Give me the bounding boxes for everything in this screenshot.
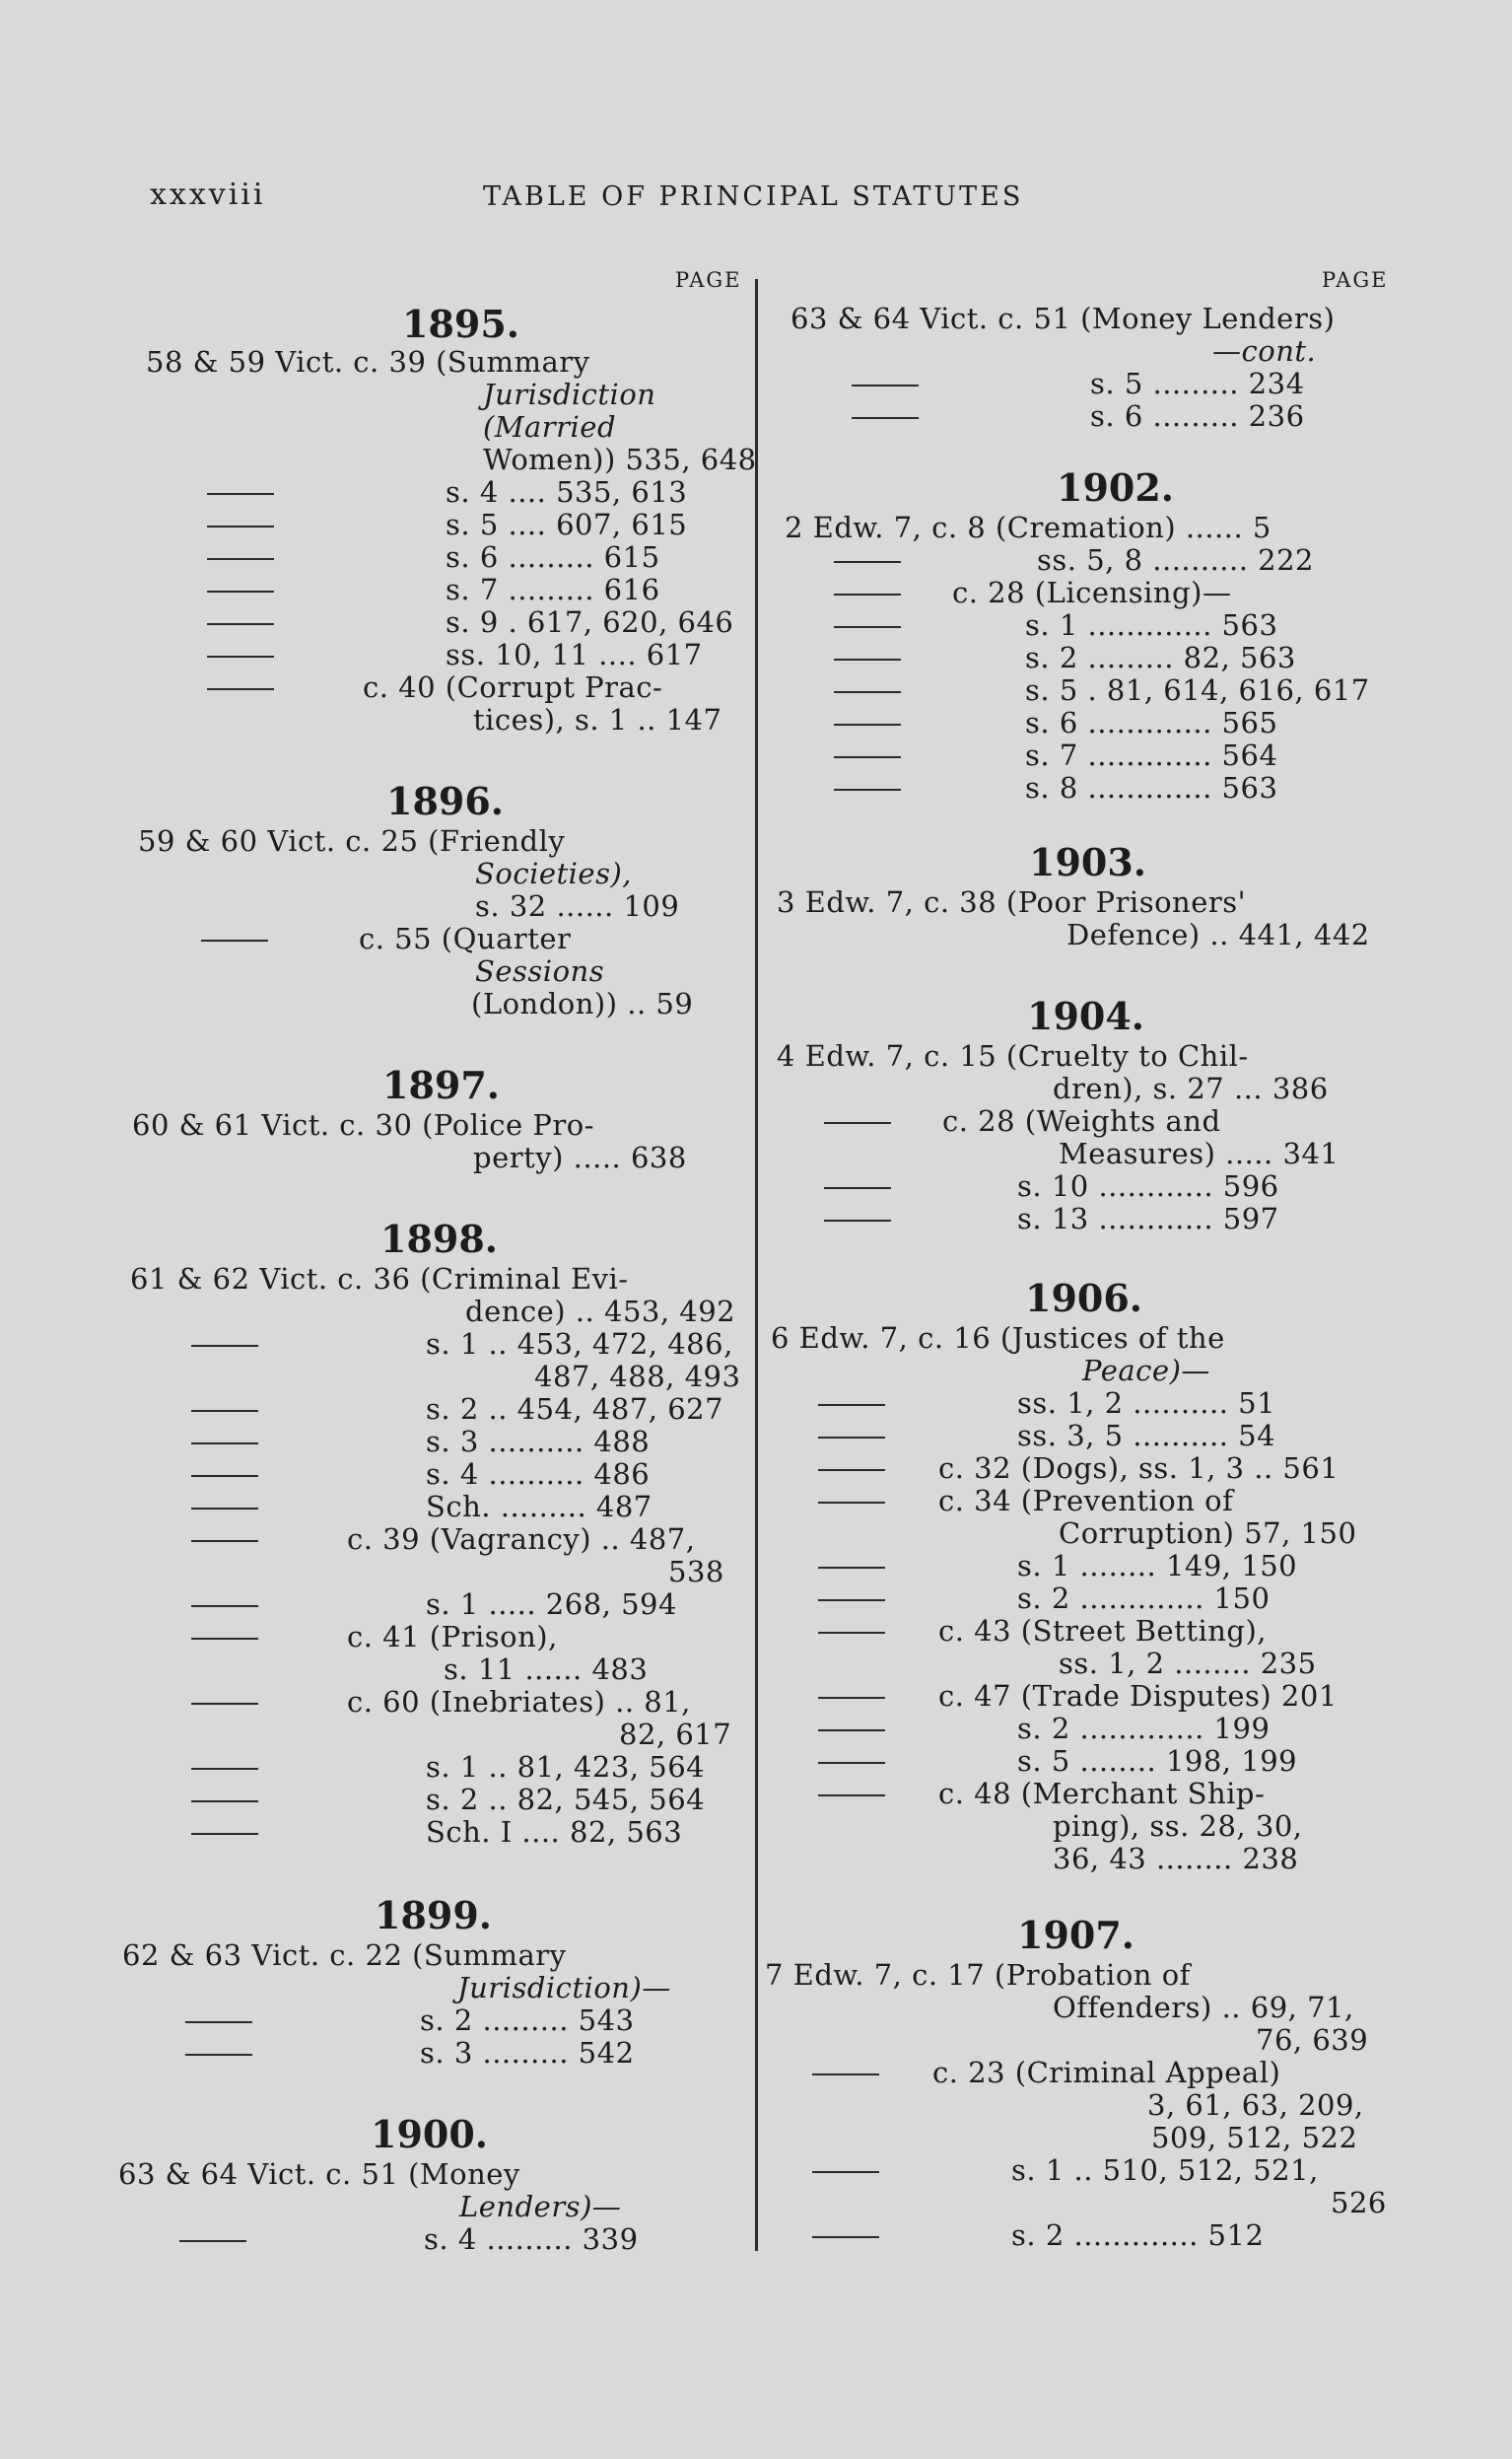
statute-entry: Societies), (475, 857, 633, 890)
statute-entry: dren), s. 27 ... 386 (1053, 1072, 1329, 1105)
year-heading: 1902. (1057, 465, 1174, 510)
ditto-dash (207, 591, 274, 593)
ditto-dash (834, 756, 901, 758)
statute-entry: c. 48 (Merchant Ship- (938, 1777, 1266, 1810)
statute-entry: 58 & 59 Vict. c. 39 (Summary (146, 345, 590, 379)
statute-entry: s. 3 .......... 488 (426, 1425, 651, 1458)
year-heading: 1898. (380, 1217, 498, 1261)
ditto-dash (191, 1540, 258, 1542)
statute-entry: Jurisdiction)— (457, 1971, 671, 2004)
ditto-dash (812, 2171, 879, 2173)
ditto-dash (207, 526, 274, 527)
ditto-dash (191, 1345, 258, 1347)
statute-entry: s. 2 .. 82, 545, 564 (426, 1783, 706, 1816)
year-heading: 1897. (382, 1063, 500, 1107)
statute-entry: Lenders)— (459, 2190, 622, 2223)
ditto-dash (818, 1599, 885, 1601)
ditto-dash (824, 1122, 891, 1124)
statute-entry: 60 & 61 Vict. c. 30 (Police Pro- (132, 1108, 595, 1142)
ditto-dash (812, 2073, 879, 2075)
statute-entry: s. 4 .... 535, 613 (446, 475, 688, 509)
statute-entry: ss. 1, 2 .......... 51 (1017, 1386, 1276, 1420)
ditto-dash (191, 1410, 258, 1412)
statute-entry: s. 2 ......... 543 (420, 2003, 635, 2037)
column-divider (755, 279, 758, 2251)
statute-entry: ss. 1, 2 ........ 235 (1059, 1647, 1317, 1680)
year-heading: 1899. (375, 1893, 492, 1937)
statute-entry: s. 1 .. 81, 423, 564 (426, 1750, 706, 1784)
statute-entry: 6 Edw. 7, c. 16 (Justices of the (771, 1321, 1225, 1355)
statute-entry: s. 8 ............. 563 (1025, 771, 1278, 805)
running-title: TABLE OF PRINCIPAL STATUTES (483, 181, 1024, 212)
statute-entry: s. 1 ..... 268, 594 (426, 1587, 677, 1621)
ditto-dash (834, 594, 901, 596)
statute-entry: Peace)— (1082, 1354, 1210, 1387)
ditto-dash (207, 623, 274, 625)
ditto-dash (201, 940, 268, 942)
statute-entry: c. 34 (Prevention of (938, 1484, 1234, 1517)
statute-entry: 63 & 64 Vict. c. 51 (Money Lenders) (790, 302, 1336, 335)
year-heading: 1900. (371, 2112, 488, 2156)
year-heading: 1896. (386, 779, 504, 823)
statute-entry: c. 47 (Trade Disputes) 201 (938, 1679, 1338, 1713)
statute-entry: 76, 639 (1256, 2023, 1369, 2057)
ditto-dash (852, 417, 919, 419)
page-column-label: PAGE (1322, 268, 1389, 292)
ditto-dash (191, 1833, 258, 1835)
statute-entry: s. 2 ............. 512 (1011, 2218, 1265, 2252)
statute-entry: ss. 5, 8 .......... 222 (1037, 543, 1315, 577)
statute-entry: s. 3 ......... 542 (420, 2036, 635, 2070)
statute-entry: s. 9 . 617, 620, 646 (446, 605, 734, 639)
statute-entry: Women)) 535, 648 (483, 443, 757, 476)
year-heading: 1906. (1025, 1276, 1142, 1320)
statute-entry: s. 5 .... 607, 615 (446, 508, 688, 541)
statute-entry: Corruption) 57, 150 (1059, 1516, 1357, 1550)
statute-entry: Measures) ..... 341 (1059, 1137, 1340, 1170)
statute-entry: Sch. I .... 82, 563 (426, 1815, 683, 1849)
statute-entry: s. 1 ............. 563 (1025, 608, 1278, 642)
statute-entry: s. 10 ............ 596 (1017, 1169, 1279, 1203)
ditto-dash (185, 2021, 252, 2023)
statute-entry: s. 7 ............. 564 (1025, 738, 1278, 772)
statute-entry: ping), ss. 28, 30, (1053, 1809, 1303, 1843)
page-header (0, 177, 1512, 217)
ditto-dash (207, 688, 274, 690)
statute-entry: 61 & 62 Vict. c. 36 (Criminal Evi- (130, 1262, 629, 1296)
ditto-dash (834, 561, 901, 563)
statute-entry: c. 39 (Vagrancy) .. 487, (347, 1522, 696, 1556)
statute-entry: c. 55 (Quarter (359, 922, 572, 955)
statute-entry: s. 1 .. 510, 512, 521, (1011, 2153, 1319, 2187)
statute-entry: s. 6 ......... 236 (1090, 399, 1305, 433)
ditto-dash (207, 656, 274, 658)
statute-entry: 7 Edw. 7, c. 17 (Probation of (765, 1958, 1191, 1992)
statute-entry: 63 & 64 Vict. c. 51 (Money (118, 2157, 520, 2191)
statute-entry: 36, 43 ........ 238 (1053, 1842, 1299, 1875)
ditto-dash (818, 1697, 885, 1699)
statute-entry: c. 60 (Inebriates) .. 81, (347, 1685, 691, 1719)
year-heading: 1895. (402, 302, 519, 346)
year-heading: 1904. (1027, 994, 1144, 1038)
ditto-dash (834, 659, 901, 661)
statute-entry: 82, 617 (619, 1718, 732, 1751)
statute-entry: 3 Edw. 7, c. 38 (Poor Prisoners' (777, 885, 1247, 919)
statute-entry: 538 (668, 1555, 724, 1588)
statute-entry: 59 & 60 Vict. c. 25 (Friendly (138, 824, 566, 858)
ditto-dash (818, 1502, 885, 1504)
statute-entry: ss. 10, 11 .... 617 (446, 638, 703, 671)
statute-entry: s. 1 ........ 149, 150 (1017, 1549, 1298, 1582)
ditto-dash (818, 1729, 885, 1731)
statute-entry: s. 5 ......... 234 (1090, 367, 1305, 400)
statute-entry: s. 2 .. 454, 487, 627 (426, 1392, 724, 1426)
statute-entry: 62 & 63 Vict. c. 22 (Summary (122, 1938, 567, 1972)
ditto-dash (818, 1404, 885, 1406)
ditto-dash (824, 1220, 891, 1222)
ditto-dash (191, 1475, 258, 1477)
ditto-dash (818, 1469, 885, 1471)
ditto-dash (834, 691, 901, 693)
statute-entry: c. 28 (Licensing)— (952, 576, 1232, 609)
statute-entry: perty) ..... 638 (473, 1141, 687, 1174)
statute-entry: Sessions (475, 954, 605, 988)
statute-entry: s. 2 ............. 199 (1017, 1712, 1271, 1745)
statute-entry: (London)) .. 59 (471, 987, 694, 1020)
statute-entry: s. 5 . 81, 614, 616, 617 (1025, 673, 1370, 707)
statute-entry: s. 1 .. 453, 472, 486, (426, 1327, 733, 1361)
statute-entry: Defence) .. 441, 442 (1066, 918, 1370, 951)
statute-entry: 526 (1331, 2186, 1387, 2219)
ditto-dash (191, 1442, 258, 1444)
statute-entry: c. 41 (Prison), (347, 1620, 558, 1653)
ditto-dash (191, 1605, 258, 1607)
statute-entry: Jurisdiction (483, 378, 656, 411)
statute-entry: c. 40 (Corrupt Prac- (363, 670, 663, 704)
ditto-dash (834, 724, 901, 726)
statute-entry: s. 32 ...... 109 (475, 889, 680, 923)
ditto-dash (185, 2054, 252, 2056)
statute-entry: dence) .. 453, 492 (465, 1295, 736, 1328)
statute-entry: Offenders) .. 69, 71, (1053, 1991, 1354, 2024)
statute-entry: s. 6 ......... 615 (446, 540, 660, 574)
page-number: xxxviii (150, 177, 266, 212)
ditto-dash (207, 493, 274, 495)
year-heading: 1903. (1029, 840, 1146, 884)
ditto-dash (818, 1762, 885, 1764)
statute-entry: c. 32 (Dogs), ss. 1, 3 .. 561 (938, 1451, 1340, 1485)
statute-entry: 509, 512, 522 (1151, 2121, 1358, 2154)
statute-entry: s. 13 ............ 597 (1017, 1202, 1279, 1235)
statute-entry: 2 Edw. 7, c. 8 (Cremation) ...... 5 (785, 511, 1271, 544)
ditto-dash (812, 2236, 879, 2238)
statute-entry: 487, 488, 493 (534, 1360, 741, 1393)
statute-entry: s. 2 ......... 82, 563 (1025, 641, 1296, 674)
statute-entry: s. 7 ......... 616 (446, 573, 660, 606)
statute-entry: tices), s. 1 .. 147 (473, 703, 722, 737)
ditto-dash (834, 789, 901, 791)
ditto-dash (191, 1768, 258, 1770)
ditto-dash (852, 385, 919, 386)
statute-entry: s. 4 ......... 339 (424, 2222, 639, 2256)
ditto-dash (818, 1632, 885, 1634)
ditto-dash (207, 558, 274, 560)
statute-entry: s. 5 ........ 198, 199 (1017, 1744, 1298, 1778)
statute-entry: s. 6 ............. 565 (1025, 706, 1278, 739)
ditto-dash (834, 626, 901, 628)
ditto-dash (191, 1800, 258, 1802)
statute-entry: (Married (483, 410, 617, 444)
statute-entry: s. 11 ...... 483 (444, 1652, 649, 1686)
statute-entry: 3, 61, 63, 209, (1147, 2088, 1364, 2122)
ditto-dash (191, 1508, 258, 1510)
ditto-dash (191, 1703, 258, 1705)
statute-entry: c. 28 (Weights and (942, 1104, 1221, 1138)
ditto-dash (179, 2240, 246, 2242)
ditto-dash (191, 1638, 258, 1640)
statute-entry: s. 4 .......... 486 (426, 1457, 651, 1491)
statute-entry: c. 23 (Criminal Appeal) (932, 2056, 1281, 2089)
ditto-dash (824, 1187, 891, 1189)
statute-entry: s. 2 ............. 150 (1017, 1581, 1271, 1615)
ditto-dash (818, 1794, 885, 1796)
year-heading: 1907. (1017, 1913, 1134, 1957)
ditto-dash (818, 1567, 885, 1569)
statute-entry: Sch. ......... 487 (426, 1490, 653, 1523)
statute-entry: 4 Edw. 7, c. 15 (Cruelty to Chil- (777, 1039, 1249, 1073)
statute-entry: c. 43 (Street Betting), (938, 1614, 1268, 1648)
statute-entry: —cont. (1212, 334, 1317, 368)
statute-entry: ss. 3, 5 .......... 54 (1017, 1419, 1276, 1452)
ditto-dash (818, 1437, 885, 1439)
page-column-label: PAGE (675, 268, 742, 292)
